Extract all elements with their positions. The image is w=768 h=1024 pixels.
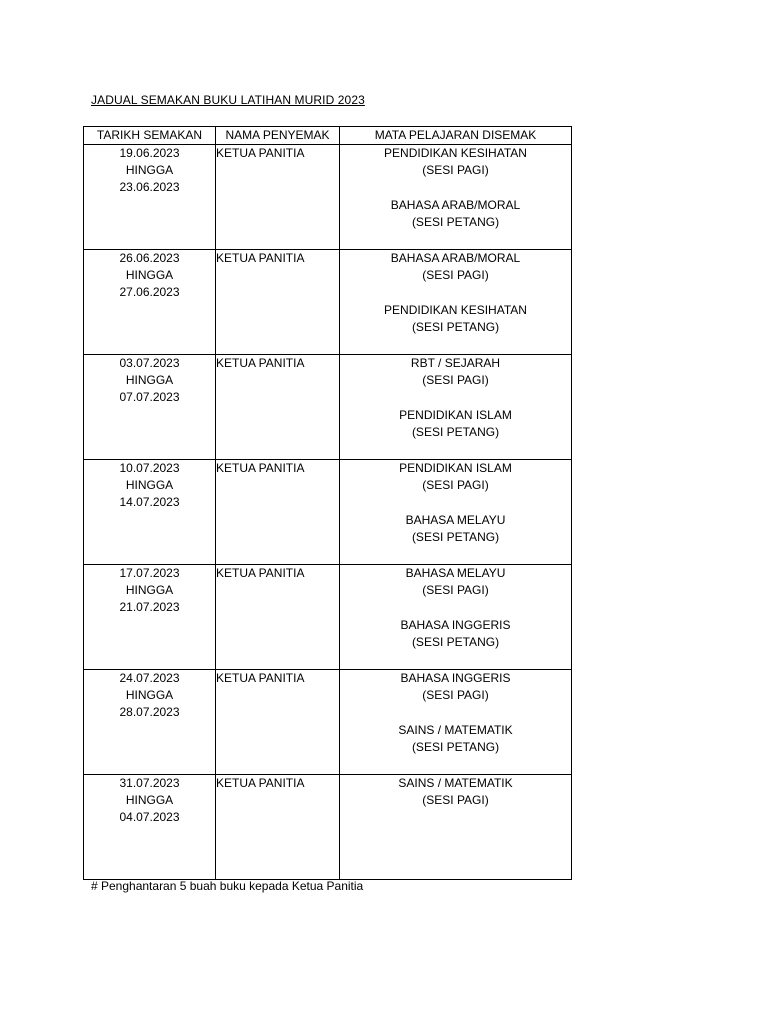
afternoon-session: (SESI PETANG) [411, 530, 500, 544]
morning-session: (SESI PAGI) [422, 268, 489, 282]
table-row [84, 670, 572, 775]
table-row [84, 250, 572, 355]
footnote: # Penghantaran 5 buah buku kepada Ketua Panitia [91, 879, 364, 893]
afternoon-subject: PENDIDIKAN KESIHATAN [384, 303, 527, 317]
end-date: 14.07.2023 [119, 495, 180, 509]
morning-subject: SAINS / MATEMATIK [398, 776, 513, 790]
date-cell [84, 250, 216, 355]
afternoon-session: (SESI PETANG) [411, 635, 500, 649]
table-row [84, 775, 572, 880]
date-separator: HINGGA [125, 688, 174, 702]
subject-cell [340, 565, 572, 670]
reviewer-name: KETUA PANITIA [216, 461, 305, 475]
reviewer-cell [216, 775, 340, 880]
header-reviewer: NAMA PENYEMAK [216, 127, 340, 145]
start-date: 17.07.2023 [119, 566, 180, 580]
afternoon-subject: SAINS / MATEMATIK [398, 723, 513, 737]
morning-subject: PENDIDIKAN KESIHATAN [384, 146, 527, 160]
table-row [84, 145, 572, 250]
morning-session: (SESI PAGI) [422, 478, 489, 492]
subject-cell [340, 460, 572, 565]
morning-subject: RBT / SEJARAH [410, 356, 501, 370]
schedule-table [83, 126, 572, 880]
start-date: 19.06.2023 [119, 146, 180, 160]
start-date: 10.07.2023 [119, 461, 180, 475]
end-date: 04.07.2023 [119, 810, 180, 824]
afternoon-session: (SESI PETANG) [411, 215, 500, 229]
date-cell [84, 145, 216, 250]
reviewer-cell [216, 565, 340, 670]
reviewer-cell [216, 145, 340, 250]
subject-cell [340, 355, 572, 460]
afternoon-session: (SESI PETANG) [411, 425, 500, 439]
afternoon-subject: BAHASA INGGERIS [400, 618, 511, 632]
reviewer-cell [216, 670, 340, 775]
afternoon-session: (SESI PETANG) [411, 320, 500, 334]
afternoon-subject: BAHASA MELAYU [405, 513, 506, 527]
subject-cell [340, 775, 572, 880]
date-cell [84, 460, 216, 565]
reviewer-name: KETUA PANITIA [216, 671, 305, 685]
start-date: 03.07.2023 [119, 356, 180, 370]
subject-cell [340, 670, 572, 775]
date-cell [84, 355, 216, 460]
reviewer-name: KETUA PANITIA [216, 146, 305, 160]
reviewer-cell [216, 460, 340, 565]
morning-session: (SESI PAGI) [422, 373, 489, 387]
subject-cell [340, 145, 572, 250]
morning-subject: BAHASA MELAYU [405, 566, 506, 580]
date-cell [84, 775, 216, 880]
start-date: 24.07.2023 [119, 671, 180, 685]
start-date: 31.07.2023 [119, 776, 180, 790]
date-separator: HINGGA [125, 793, 174, 807]
reviewer-name: KETUA PANITIA [216, 566, 305, 580]
date-separator: HINGGA [125, 583, 174, 597]
morning-session: (SESI PAGI) [422, 583, 489, 597]
reviewer-name: KETUA PANITIA [216, 251, 305, 265]
morning-subject: BAHASA INGGERIS [400, 671, 511, 685]
date-cell [84, 670, 216, 775]
date-separator: HINGGA [125, 373, 174, 387]
header-subject: MATA PELAJARAN DISEMAK [340, 127, 572, 145]
reviewer-name: KETUA PANITIA [216, 776, 305, 790]
afternoon-subject: PENDIDIKAN ISLAM [399, 408, 512, 422]
reviewer-name: KETUA PANITIA [216, 356, 305, 370]
date-separator: HINGGA [125, 478, 174, 492]
afternoon-session: (SESI PETANG) [411, 740, 500, 754]
morning-subject: PENDIDIKAN ISLAM [399, 461, 512, 475]
afternoon-subject: BAHASA ARAB/MORAL [390, 198, 521, 212]
header-date: TARIKH SEMAKAN [84, 127, 216, 145]
end-date: 23.06.2023 [119, 180, 180, 194]
date-separator: HINGGA [125, 268, 174, 282]
morning-session: (SESI PAGI) [422, 163, 489, 177]
table-row [84, 460, 572, 565]
end-date: 21.07.2023 [119, 600, 180, 614]
document-title: JADUAL SEMAKAN BUKU LATIHAN MURID 2023 [91, 93, 365, 107]
start-date: 26.06.2023 [119, 251, 180, 265]
end-date: 27.06.2023 [119, 285, 180, 299]
table-header-row [84, 127, 572, 145]
subject-cell [340, 250, 572, 355]
reviewer-cell [216, 250, 340, 355]
end-date: 07.07.2023 [119, 390, 180, 404]
morning-session: (SESI PAGI) [422, 688, 489, 702]
morning-subject: BAHASA ARAB/MORAL [390, 251, 521, 265]
table-row [84, 565, 572, 670]
end-date: 28.07.2023 [119, 705, 180, 719]
morning-session: (SESI PAGI) [422, 793, 489, 807]
reviewer-cell [216, 355, 340, 460]
date-separator: HINGGA [125, 163, 174, 177]
table-row [84, 355, 572, 460]
date-cell [84, 565, 216, 670]
